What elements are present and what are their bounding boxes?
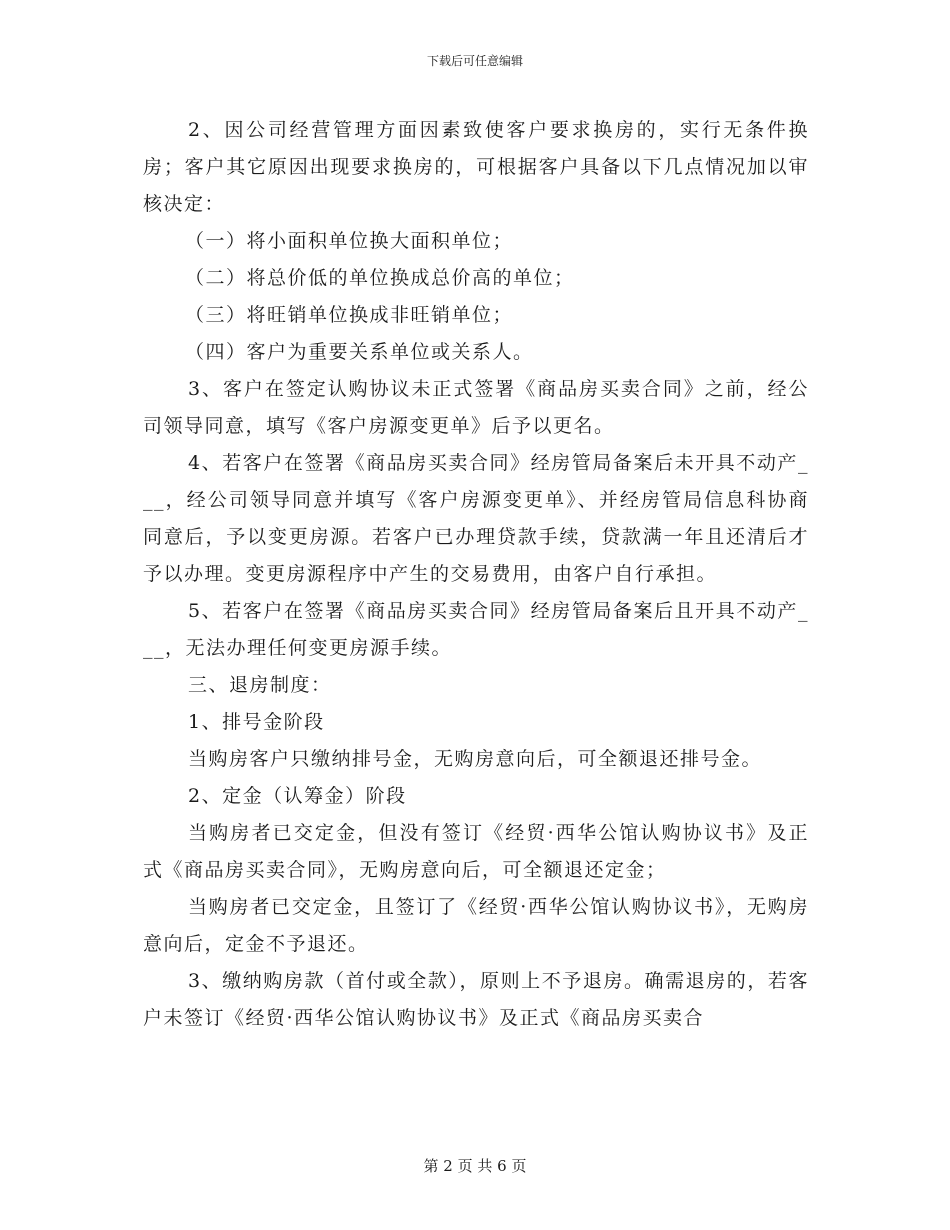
condition-item-1: （一）将小面积单位换大面积单位； — [185, 230, 514, 252]
section-heading-refund: 三、退房制度： — [188, 674, 332, 696]
paragraph-no-change: 5、若客户在签署《商品房买卖合同》经房管局备案后且开具不动产___，无法办理任何变更房源手续。 — [143, 600, 809, 659]
condition-item-3: （三）将旺销单位换成非旺销单位； — [185, 304, 514, 326]
document-body — [143, 112, 809, 1037]
paragraph-payment-refund: 3、缴纳购房款（首付或全款），原则上不予退房。确需退房的，若客户未签订《经贸·西华公馆认购协议书》及正式《商品房买卖合 — [143, 970, 809, 1029]
page-header: 下载后可任意编辑 — [426, 54, 523, 68]
paragraph-deposit-refundable: 当购房者已交定金，但没有签订《经贸·西华公馆认购协议书》及正式《商品房买卖合同》，无购房意向后，可全额退还定金； — [143, 822, 809, 881]
paragraph-change-conditions: 2、因公司经营管理方面因素致使客户要求换房的，实行无条件换房；客户其它原因出现要求换房的，可根据客户具备以下几点情况加以审核决定： — [143, 119, 809, 215]
paragraph-rename: 3、客户在签定认购协议未正式签署《商品房买卖合同》之前，经公司领导同意，填写《客户房源变更单》后予以更名。 — [143, 378, 809, 437]
subheading-deposit: 2、定金（认筹金）阶段 — [188, 785, 407, 807]
paragraph-deposit-nonrefundable: 当购房者已交定金，且签订了《经贸·西华公馆认购协议书》，无购房意向后，定金不予退还。 — [143, 896, 809, 955]
paragraph-change-after-filing: 4、若客户在签署《商品房买卖合同》经房管局备案后未开具不动产___，经公司领导同意并填写《客户房源变更单》、并经房管局信息科协商同意后，予以变更房源。若客户已办理贷款手续，贷款满一年且还清后才予以办理。变更房源程序中产生的交易费用，由客户自行承担。 — [143, 452, 809, 585]
paragraph-queue-deposit: 当购房客户只缴纳排号金，无购房意向后，可全额退还排号金。 — [188, 748, 763, 770]
condition-item-2: （二）将总价低的单位换成总价高的单位； — [185, 267, 575, 289]
page-footer: 第 2 页 共 6 页 — [423, 1157, 527, 1175]
subheading-queue-deposit: 1、排号金阶段 — [188, 711, 325, 733]
condition-item-4: （四）客户为重要关系单位或关系人。 — [185, 341, 534, 363]
